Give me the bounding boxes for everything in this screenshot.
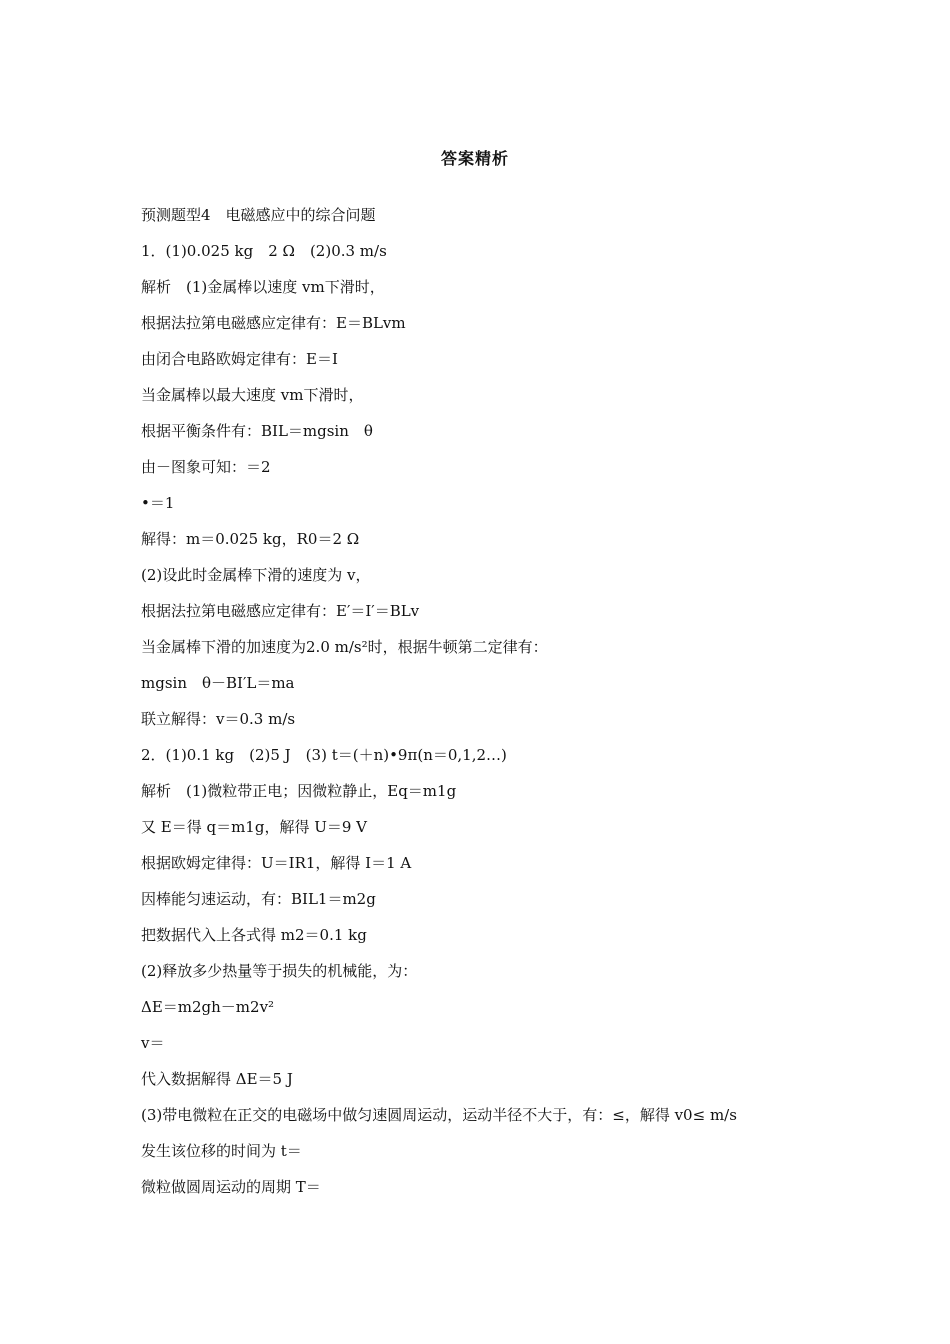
answer-line: 解得：m＝0.025 kg，R0＝2 Ω (141, 530, 360, 548)
answer-line: 发生该位移的时间为 t＝ (141, 1142, 302, 1160)
answer-line: 根据法拉第电磁感应定律有：E＝BLvm (141, 314, 406, 332)
answer-line: 把数据代入上各式得 m2＝0.1 kg (141, 926, 367, 944)
answer-line: 根据法拉第电磁感应定律有：E′＝I′＝BLv (141, 602, 420, 620)
answer-body (141, 202, 821, 1210)
answer-line: 解析 (1)金属棒以速度 vm下滑时， (141, 278, 385, 296)
answer-line: 当金属棒以最大速度 vm下滑时， (141, 386, 364, 404)
answer-line: 由－图象可知：＝2 (141, 458, 271, 476)
answer-line: (2)设此时金属棒下滑的速度为 v， (141, 566, 371, 584)
answer-line: 联立解得：v＝0.3 m/s (141, 710, 296, 728)
answer-line: mgsin θ－BI′L＝ma (141, 674, 295, 692)
answer-line: 又 E＝得 q＝m1g，解得 U＝9 V (141, 818, 368, 836)
answer-line: 解析 (1)微粒带正电；因微粒静止，Eq＝m1g (141, 782, 457, 800)
answer-line: 由闭合电路欧姆定律有：E＝I (141, 350, 338, 368)
section-heading: 预测题型4 电磁感应中的综合问题 (141, 206, 376, 224)
answer-line: (2)释放多少热量等于损失的机械能，为： (141, 962, 418, 980)
answer-line: 当金属棒下滑的加速度为2.0 m/s²时，根据牛顿第二定律有： (141, 638, 548, 656)
answer-line: 微粒做圆周运动的周期 T＝ (141, 1178, 321, 1196)
answer-line: v＝ (141, 1034, 165, 1052)
answer-line: 2．(1)0.1 kg (2)5 J (3) t＝(＋n)•9π(n＝0,1,2…) (141, 746, 507, 764)
answer-line: 根据平衡条件有：BIL＝mgsin θ (141, 422, 373, 440)
answer-line: 1．(1)0.025 kg 2 Ω (2)0.3 m/s (141, 242, 387, 260)
answer-line: 代入数据解得 ΔE＝5 J (141, 1070, 293, 1088)
answer-line: 因棒能匀速运动，有：BIL1＝m2g (141, 890, 376, 908)
answer-line: ΔE＝m2gh－m2v² (141, 998, 275, 1016)
answer-line: 根据欧姆定律得：U＝IR1，解得 I＝1 A (141, 854, 412, 872)
answer-line: (3)带电微粒在正交的电磁场中做匀速圆周运动，运动半径不大于，有：≤，解得 v0≤ m/s (141, 1106, 737, 1124)
answer-line: •＝1 (141, 494, 175, 512)
page-title: 答案精析 (440, 149, 509, 168)
